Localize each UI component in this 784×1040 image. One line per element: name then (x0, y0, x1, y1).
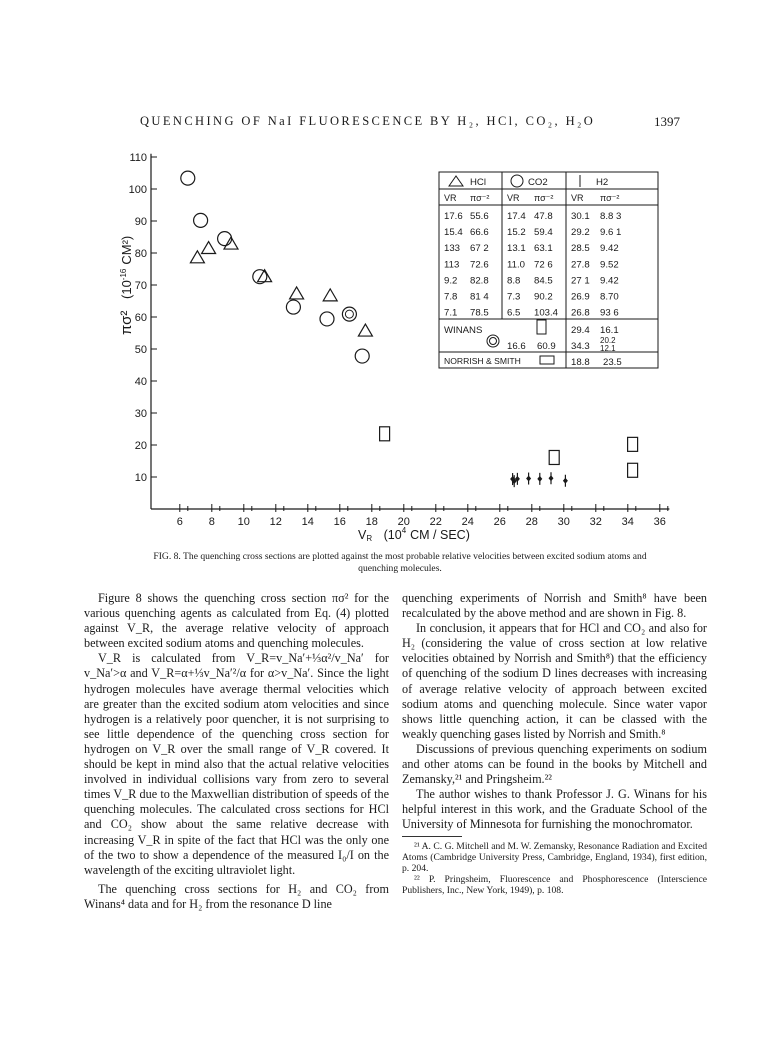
right-column (402, 591, 707, 897)
table-cell: 15.2 (507, 227, 526, 239)
table-cell: 30.1 (571, 211, 590, 222)
square-point (628, 437, 638, 451)
co2-point (320, 312, 334, 326)
paragraph: V_R is calculated from V_R=v_Na′+⅓α²/v_Na′ for v_Na′>α and V_R=α+⅓v_Na′²/α for α>v_Na′. Since the light hydrogen molecules have average thermal velocities which are greater than the excited sodium atom velocities and since hydrogen is a relatively poor quencher, it is not surprising to see little dependence of the quenching cross section for hydrogen on V_R over the small range of V_R covered. It should be kept in mind also that the actual relative velocities involved in individual collisions vary from zero to several times V_R due to the Maxwellian distribution of speeds of the quenching molecules. The calculated cross sections for HCl and CO₂ show about the same relative decrease with increasing V_R in spite of the fact that HCl was the only one of the two to show a dependence of the measured I₀/I on the wavelength of the exciting ultraviolet light. (84, 651, 389, 877)
table-cell: 11.0 (507, 259, 525, 271)
x-tick-label: 26 (493, 516, 506, 528)
paragraph: The quenching cross sections for H₂ and CO₂ from Winans⁴ data and for H₂ from the resonance D line (84, 881, 389, 911)
square-point (549, 450, 559, 464)
table-cell: 29.2 (571, 227, 590, 239)
x-tick-label: 12 (269, 516, 282, 528)
table-winans-label: WINANS (444, 325, 483, 336)
paragraph: In conclusion, it appears that for HCl and CO₂ and also for H₂ (considering the value of cross section at low relative velocities obtained by Norrish and Smith⁸) that the efficiency of quenching of the sodium D lines decreases with increasing of average relative velocity of approach between excited sodium atoms and quenching molecule. Since water vapor shows little quenching action, it can be classed with the weakly quenching gases listed by Norrish and Smith.⁸ (402, 621, 707, 741)
x-tick-label: 28 (525, 516, 538, 528)
table-cell: 27 1 (571, 275, 590, 287)
h2-point (563, 478, 568, 484)
x-tick-label: 32 (589, 516, 602, 528)
table-cell: 17.6 (444, 211, 463, 222)
table-header-hcl: HCl (470, 177, 486, 188)
co2-point (355, 349, 369, 363)
table-subheader: πσ⁻² (600, 193, 620, 203)
x-axis-label: VR ($10^4$ CM / SEC) (358, 526, 470, 543)
table-cell: 81 4 (470, 291, 489, 303)
table-cell: 7.3 (507, 291, 521, 303)
y-tick-label: 70 (134, 280, 147, 292)
paragraph: Figure 8 shows the quenching cross section πσ² for the various quenching agents as calculated from Eq. (4) plotted against V_R, the average relative velocity of approach between excited sodium atoms and quenching molecules. (84, 591, 389, 651)
y-tick-label: 10 (134, 472, 147, 484)
left-column (84, 591, 389, 912)
table-cell: 8.70 (600, 291, 619, 303)
square-point (380, 427, 390, 441)
table-cell: 67 2 (470, 243, 489, 255)
table-cell: 78.5 (470, 307, 489, 319)
table-cell: 8.8 3 (600, 211, 622, 222)
table-cell: 9.42 (600, 243, 619, 255)
table-cell: 29.4 (571, 325, 590, 336)
table-cell: 20.2 (600, 336, 616, 345)
table-cell: 23.5 (603, 357, 622, 368)
table-subheader: VR (507, 193, 520, 203)
table-cell: 16.6 (507, 341, 526, 352)
x-tick-label: 30 (557, 516, 570, 528)
h2-point (537, 476, 542, 482)
table-cell: 28.5 (571, 243, 590, 255)
table-cell: 63.1 (534, 243, 553, 255)
table-cell: 7.8 (444, 291, 458, 303)
footnote: ²² P. Pringsheim, Fluorescence and Phosphorescence (Interscience Publishers, Inc., New York, 1949), p. 108. (402, 874, 707, 897)
paragraph: The author wishes to thank Professor J. G. Winans for his helpful interest in this work, and the Graduate School of the University of Minnesota for furnishing the monochromator. (402, 787, 707, 832)
table-cell: 8.8 (507, 275, 521, 287)
hcl-point (202, 242, 216, 254)
table-cell: 72 6 (534, 259, 553, 271)
table-cell: 26.8 (571, 307, 590, 319)
table-header-co2: CO2 (528, 177, 548, 188)
table-cell: 9.6 1 (600, 227, 622, 239)
table-header-h2: H2 (596, 177, 609, 188)
hcl-point (290, 287, 304, 299)
table-cell: 59.4 (534, 227, 553, 239)
table-cell: 47.8 (534, 211, 553, 222)
paragraph: Discussions of previous quenching experiments on sodium and other atoms can be found in the books by Mitchell and Zemansky,²¹ and Pringsheim.²² (402, 741, 707, 787)
hcl-point (323, 289, 337, 301)
x-tick-label: 6 (176, 516, 183, 528)
page-number: 1397 (654, 114, 680, 129)
y-tick-label: 90 (134, 216, 147, 228)
table-cell: 93 6 (600, 307, 619, 319)
co2-point (194, 213, 208, 227)
y-tick-label: 100 (128, 184, 147, 196)
h2-point (549, 475, 554, 481)
table-cell: 55.6 (470, 211, 489, 222)
table-cell: 103.4 (534, 307, 559, 319)
running-head: QUENCHING OF NaI FLUORESCENCE BY H₂, HCl, CO₂, H₂O (140, 114, 596, 128)
table-cell: 90.2 (534, 291, 553, 303)
table-subheader: πσ⁻² (470, 193, 490, 203)
inset-table (439, 172, 658, 368)
table-cell: 84.5 (534, 275, 553, 287)
x-tick-label: 18 (365, 516, 378, 528)
x-tick-label: 24 (461, 516, 474, 528)
table-cell: 16.1 (600, 325, 619, 336)
table-cell: 82.8 (470, 275, 489, 287)
table-subheader: VR (444, 193, 457, 203)
table-cell: 72.6 (470, 259, 489, 271)
table-cell: 13.1 (507, 243, 526, 255)
co2-point (286, 300, 300, 314)
table-subheader: VR (571, 193, 584, 203)
table-cell: 34.3 (571, 341, 590, 352)
x-tick-label: 36 (653, 516, 666, 528)
footnotes (402, 841, 707, 897)
table-cell: 18.8 (571, 357, 590, 368)
footnote-rule (402, 836, 462, 837)
table-cell: 60.9 (537, 341, 556, 352)
table-subheader: πσ⁻² (534, 193, 554, 203)
table-cell: 9.2 (444, 275, 458, 287)
table-cell: 7.1 (444, 307, 458, 319)
table-cell: 6.5 (507, 307, 521, 319)
y-tick-label: 30 (134, 408, 147, 420)
y-tick-label: 20 (134, 440, 147, 452)
x-tick-label: 20 (397, 516, 410, 528)
co2-point (181, 171, 195, 185)
y-tick-label: 80 (134, 248, 147, 260)
winans-co2-point (342, 307, 356, 321)
table-cell: 26.9 (571, 291, 590, 303)
x-tick-label: 8 (208, 516, 215, 528)
hcl-point (358, 324, 372, 336)
y-tick-label: 110 (129, 152, 147, 164)
paragraph: quenching experiments of Norrish and Smith⁸ have been recalculated by the above method and are shown in Fig. 8. (402, 591, 707, 621)
table-cell: 12.1 (600, 344, 616, 353)
table-cell: 17.4 (507, 211, 526, 222)
figure-caption: FIG. 8. The quenching cross sections are plotted against the most probable relative velocities between excited sodium atoms and quenching molecules. (153, 551, 647, 574)
y-tick-label: 50 (134, 344, 147, 356)
x-tick-label: 16 (333, 516, 346, 528)
table-cell: 133 (444, 243, 461, 255)
x-tick-label: 14 (301, 516, 314, 528)
table-cell: 66.6 (470, 227, 489, 239)
table-cell: 27.8 (571, 259, 590, 271)
table-norrish-label: NORRISH & SMITH (444, 356, 521, 366)
x-tick-label: 34 (621, 516, 634, 528)
y-tick-label: 60 (134, 312, 147, 324)
table-cell: 113 (444, 259, 460, 271)
x-tick-label: 10 (237, 516, 250, 528)
table-cell: 9.42 (600, 275, 619, 287)
y-tick-label: 40 (134, 376, 147, 388)
footnote: ²¹ A. C. G. Mitchell and M. W. Zemansky, Resonance Radiation and Excited Atoms (Cambridge University Press, Cambridge, England, 1934), first edition, p. 204. (402, 840, 707, 874)
table-cell: 9.52 (600, 259, 619, 271)
table-cell: 15.4 (444, 227, 463, 239)
x-tick-label: 22 (429, 516, 442, 528)
square-point (628, 463, 638, 477)
h2-point (526, 476, 531, 482)
y-axis-label: πσ² $(10^{-16}CM^2)$ (118, 235, 135, 335)
winans-co2-inner (345, 310, 353, 318)
